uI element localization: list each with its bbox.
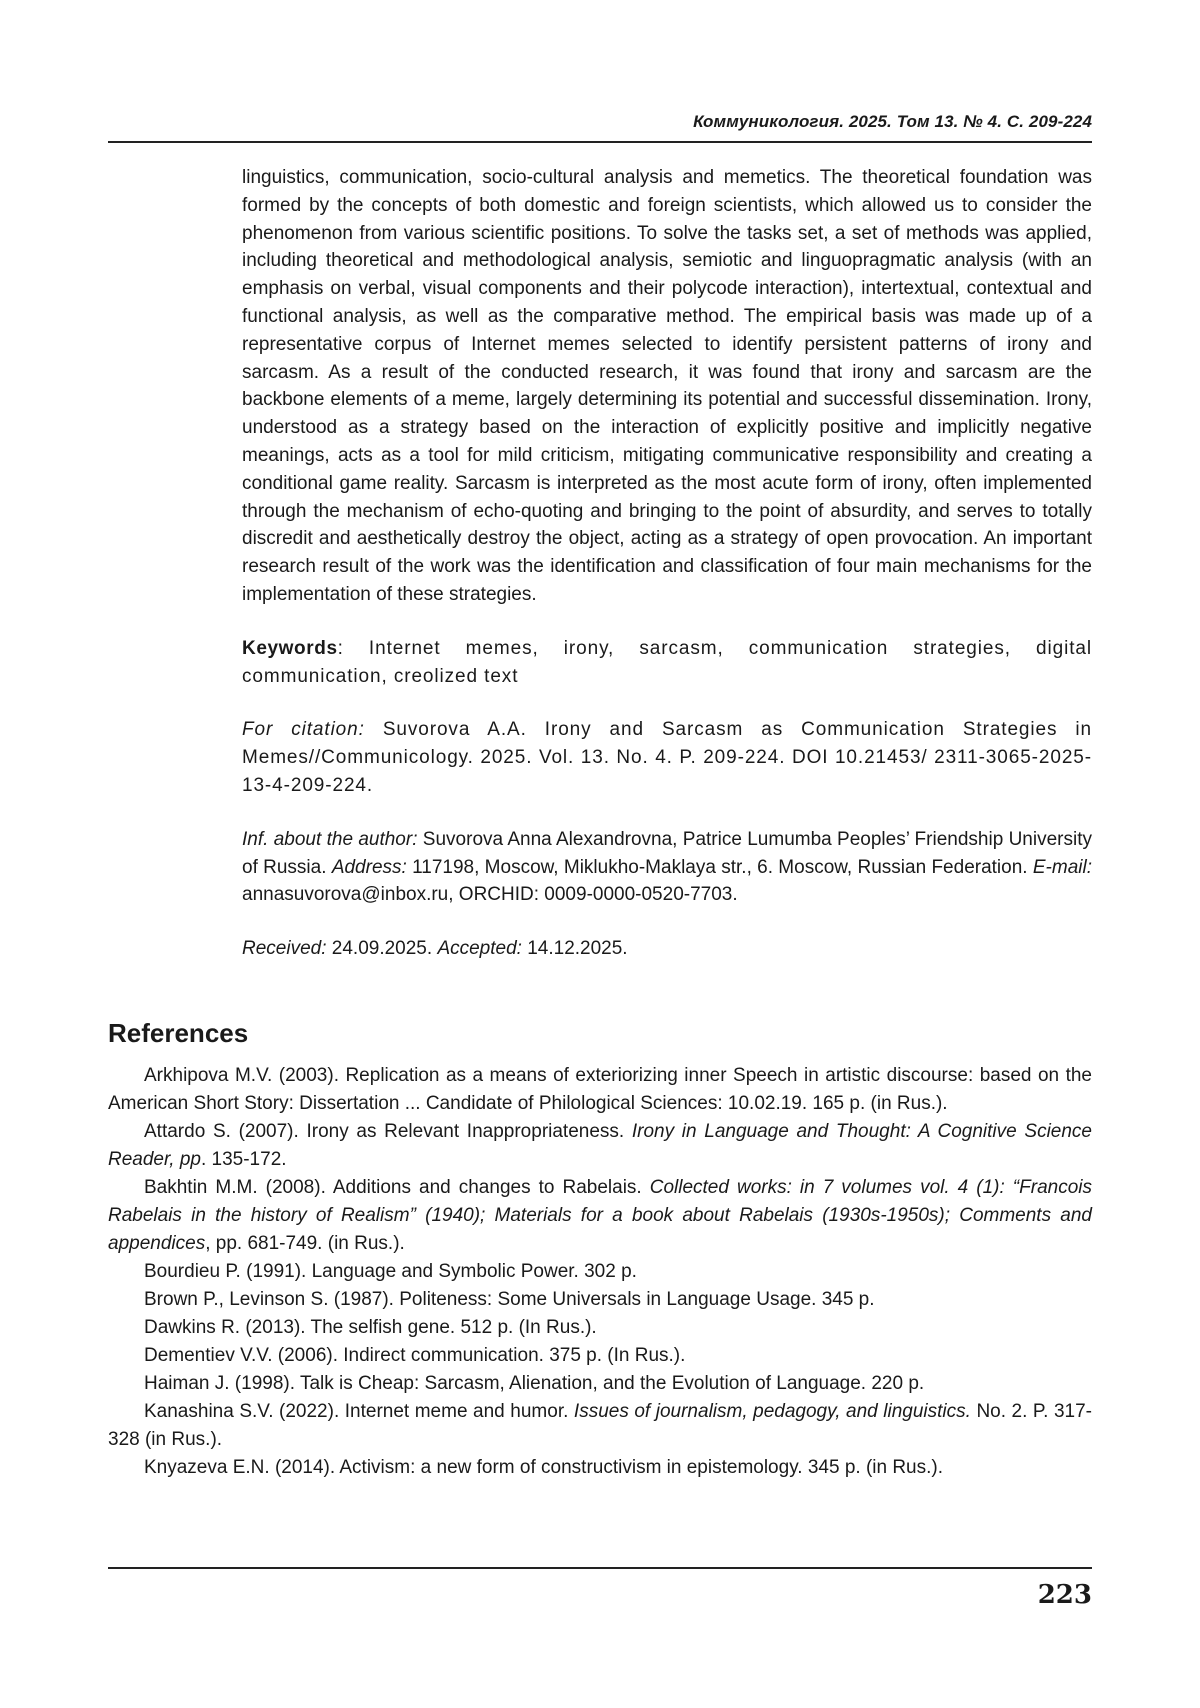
reference-tail: . 135-172.: [200, 1149, 287, 1170]
abstract-text: linguistics, communication, socio-cultural analysis and memetics. The theoretical foundation was formed by the concepts of both domestic and foreign scientists, which allowed us to consider the phenomenon from various scientific positions. To solve the tasks set, a set of methods was applied, including theoretical and methodological analysis, semiotic and linguopragmatic analysis (with an emphasis on verbal, visual components and their polycode interaction), intertextual, contextual and functional analysis, as well as the comparative method. The empirical basis was made up of a representative corpus of Internet memes selected to identify persistent patterns of irony and sarcasm. As a result of the conducted research, it was found that irony and sarcasm are the backbone elements of a meme, largely determining its potential and successful dissemination. Irony, understood as a strategy based on the interaction of explicitly positive and implicitly negative meanings, acts as a tool for mild criticism, mitigating communicative responsibility and creating a conditional game reality. Sarcasm is interpreted as the most acute form of irony, often implemented through the mechanism of echo-quoting and bringing to the point of absurdity, and serves to totally discredit and aesthetically destroy the object, acting as a strategy of open provocation. An important research result of the work was the identification and classification of four main mechanisms for the implementation of these strategies.: [242, 167, 1092, 605]
author-email: annasuvorova@inbox.ru, ORCHID: 0009-0000-0520-7703.: [242, 884, 738, 906]
author-info: [242, 826, 1092, 909]
citation-label: For citation:: [242, 719, 365, 741]
reference-text: Kanashina S.V. (2022). Internet meme and humor.: [144, 1401, 574, 1422]
author-address: 117198, Moscow, Miklukho-Maklaya str., 6. Moscow, Russian Federation.: [406, 856, 1033, 878]
reference-item: [108, 1258, 1092, 1286]
reference-text: Dawkins R. (2013). The selfish gene. 512 p. (In Rus.).: [144, 1317, 597, 1338]
reference-item: [108, 1062, 1092, 1118]
reference-text: Dementiev V.V. (2006). Indirect communication. 375 p. (In Rus.).: [144, 1345, 686, 1366]
received-date: 24.09.2025.: [326, 938, 438, 960]
abstract-section: [242, 164, 1092, 963]
reference-source: Irony in Language and Thought: A Cognitive Science Reader, pp: [108, 1121, 1092, 1170]
reference-item: [108, 1314, 1092, 1342]
reference-text: Haiman J. (1998). Talk is Cheap: Sarcasm, Alienation, and the Evolution of Language. 220 p.: [144, 1373, 925, 1394]
keywords-text: : Internet memes, irony, sarcasm, communication strategies, digital communication, creolized text: [242, 637, 1092, 687]
received-label: Received:: [242, 938, 327, 960]
reference-item: [108, 1286, 1092, 1314]
reference-text: Knyazeva E.N. (2014). Activism: a new form of constructivism in epistemology. 345 p. (in Rus.).: [144, 1457, 944, 1478]
reference-text: Bakhtin M.M. (2008). Additions and changes to Rabelais.: [144, 1177, 650, 1198]
footer-rule: [108, 1567, 1092, 1569]
page-number: 223: [1037, 1580, 1092, 1610]
reference-tail: , pp. 681-749. (in Rus.).: [205, 1233, 405, 1254]
reference-source: Issues of journalism, pedagogy, and linguistics.: [573, 1401, 971, 1422]
references-title: References: [108, 1018, 249, 1048]
accepted-label: Accepted:: [437, 938, 522, 960]
citation: [242, 716, 1092, 799]
keywords-label: Keywords: [242, 637, 338, 659]
author-name: Suvorova Anna Alexandrovna, Patrice Lumumba Peoples’ Friendship University of Russia.: [242, 828, 1092, 878]
reference-item: [108, 1118, 1092, 1174]
running-header: Коммуникология. 2025. Том 13. № 4. С. 209-224: [693, 112, 1092, 131]
dates: [242, 935, 1092, 963]
reference-text: Brown P., Levinson S. (1987). Politeness: Some Universals in Language Usage. 345 p.: [144, 1289, 875, 1310]
reference-text: Arkhipova M.V. (2003). Replication as a means of exteriorizing inner Speech in artistic discourse: based on the American Short Story: Dissertation ... Candidate of Philological Sciences: 10.02.19. 165 p. (in Rus.).: [108, 1065, 1092, 1114]
header-rule: [108, 141, 1092, 143]
citation-text: Suvorova A.A. Irony and Sarcasm as Communication Strategies in Memes//Communicology. 2025. Vol. 13. No. 4. P. 209-224. DOI 10.21453/ 2311-3065-2025-13-4-209-224.: [242, 719, 1092, 796]
reference-text: Bourdieu P. (1991). Language and Symbolic Power. 302 p.: [144, 1261, 637, 1282]
reference-source: Collected works: in 7 volumes vol. 4 (1): “Francois Rabelais in the history of Realism” (1940); Materials for a book about Rabelais (1930s-1950s); Comments and appendices: [108, 1177, 1092, 1254]
reference-item: [108, 1342, 1092, 1370]
reference-item: [108, 1454, 1092, 1482]
reference-tail: No. 2. P. 317-328 (in Rus.).: [108, 1401, 1092, 1450]
reference-item: [108, 1370, 1092, 1398]
reference-item: [108, 1398, 1092, 1454]
reference-item: [108, 1174, 1092, 1258]
reference-text: Attardo S. (2007). Irony as Relevant Inappropriateness.: [144, 1121, 632, 1142]
references-list: [108, 1062, 1092, 1482]
email-label: E-mail:: [1032, 856, 1092, 878]
accepted-date: 14.12.2025.: [521, 938, 628, 960]
author-label: Inf. about the author:: [242, 828, 418, 850]
keywords: [242, 635, 1092, 691]
address-label: Address:: [331, 856, 407, 878]
